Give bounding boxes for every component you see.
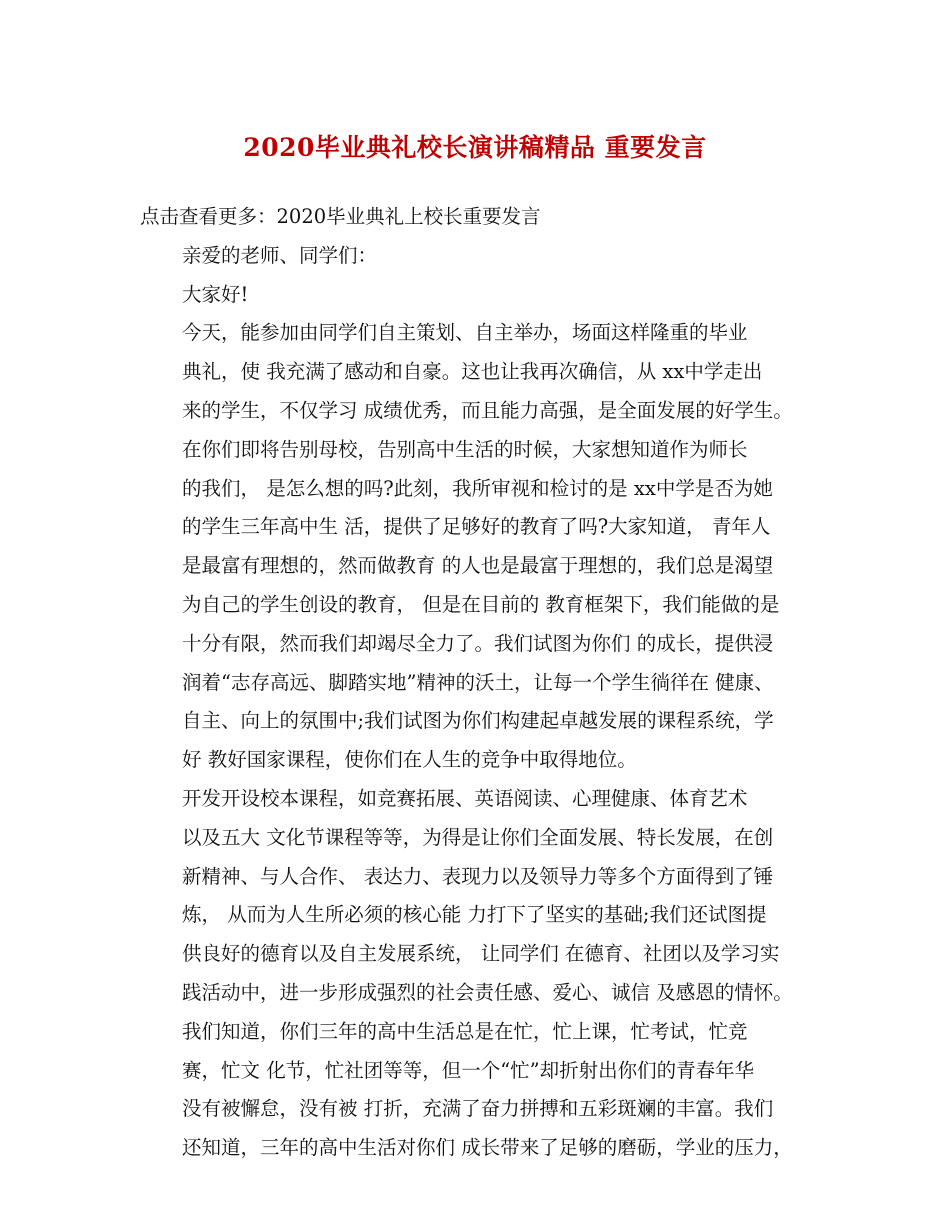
text-line: 润着“志存高远、脚踏实地”精神的沃土，让每一个学生徜徉在 健康、 bbox=[182, 670, 774, 694]
text-line: 是最富有理想的，然而做教育 的人也是最富于理想的，我们总是渴望 bbox=[182, 554, 774, 578]
text-line: 自主、向上的氛围中;我们试图为你们构建起卓越发展的课程系统，学 bbox=[182, 709, 774, 733]
text-line: 还知道，三年的高中生活对你们 成长带来了足够的磨砺，学业的压力， bbox=[182, 1136, 793, 1160]
paragraph bbox=[140, 237, 820, 276]
text-line: 典礼，使 我充满了感动和自豪。这也让我再次确信，从 xx中学走出 bbox=[182, 360, 763, 384]
paragraph bbox=[140, 780, 820, 1013]
document-body bbox=[140, 198, 820, 1168]
paragraph bbox=[140, 431, 820, 780]
text-line: 的我们， 是怎么想的吗?此刻，我所审视和检讨的是 xx中学是否为她 bbox=[182, 476, 773, 500]
text-line: 新精神、与人合作、 表达力、表现力以及领导力等多个方面得到了锤 bbox=[182, 864, 774, 888]
more-link-line[interactable]: 点击查看更多：2020毕业典礼上校长重要发言 bbox=[140, 205, 541, 228]
text-line: 好 教好国家课程，使你们在人生的竞争中取得地位。 bbox=[182, 748, 637, 772]
text-line: 十分有限，然而我们却竭尽全力了。我们试图为你们 的成长，提供浸 bbox=[182, 631, 774, 655]
paragraph-list bbox=[140, 237, 820, 1168]
text-line: 没有被懈怠，没有被 打折，充满了奋力拼搏和五彩斑斓的丰富。我们 bbox=[182, 1097, 774, 1121]
text-line: 践活动中，进一步形成强烈的社会责任感、爱心、诚信 及感恩的情怀。 bbox=[182, 980, 793, 1004]
text-line: 炼， 从而为人生所必须的核心能 力打下了坚实的基础;我们还试图提 bbox=[182, 903, 767, 927]
text-line: 亲爱的老师、同学们： bbox=[182, 243, 378, 267]
text-line: 供良好的德育以及自主发展系统， 让同学们 在德育、社团以及学习实 bbox=[182, 942, 780, 966]
text-line: 赛，忙文 化节，忙社团等等，但一个“忙”却折射出你们的青春年华 bbox=[182, 1058, 755, 1082]
paragraph bbox=[140, 314, 820, 430]
text-line: 我们知道，你们三年的高中生活总是在忙，忙上课，忙考试，忙竞 bbox=[182, 1019, 748, 1043]
text-line: 为自己的学生创设的教育， 但是在目前的 教育框架下，我们能做的是 bbox=[182, 592, 780, 616]
text-line: 大家好! bbox=[182, 282, 249, 306]
text-line: 开发开设校本课程，如竞赛拓展、英语阅读、心理健康、体育艺术 bbox=[182, 786, 748, 810]
text-line: 的学生三年高中生 活，提供了足够好的教育了吗?大家知道， 青年人 bbox=[182, 515, 771, 539]
paragraph bbox=[140, 276, 820, 315]
text-line: 在你们即将告别母校，告别高中生活的时候，大家想知道作为师长 bbox=[182, 437, 748, 461]
text-line: 来的学生，不仅学习 成绩优秀，而且能力高强，是全面发展的好学生。 bbox=[182, 398, 793, 422]
text-line: 以及五大 文化节课程等等，为得是让你们全面发展、特长发展，在创 bbox=[182, 825, 774, 849]
text-line: 今天，能参加由同学们自主策划、自主举办，场面这样隆重的毕业 bbox=[182, 321, 748, 345]
page-title: 2020毕业典礼校长演讲稿精品 重要发言 bbox=[243, 133, 707, 162]
paragraph bbox=[140, 1013, 820, 1168]
